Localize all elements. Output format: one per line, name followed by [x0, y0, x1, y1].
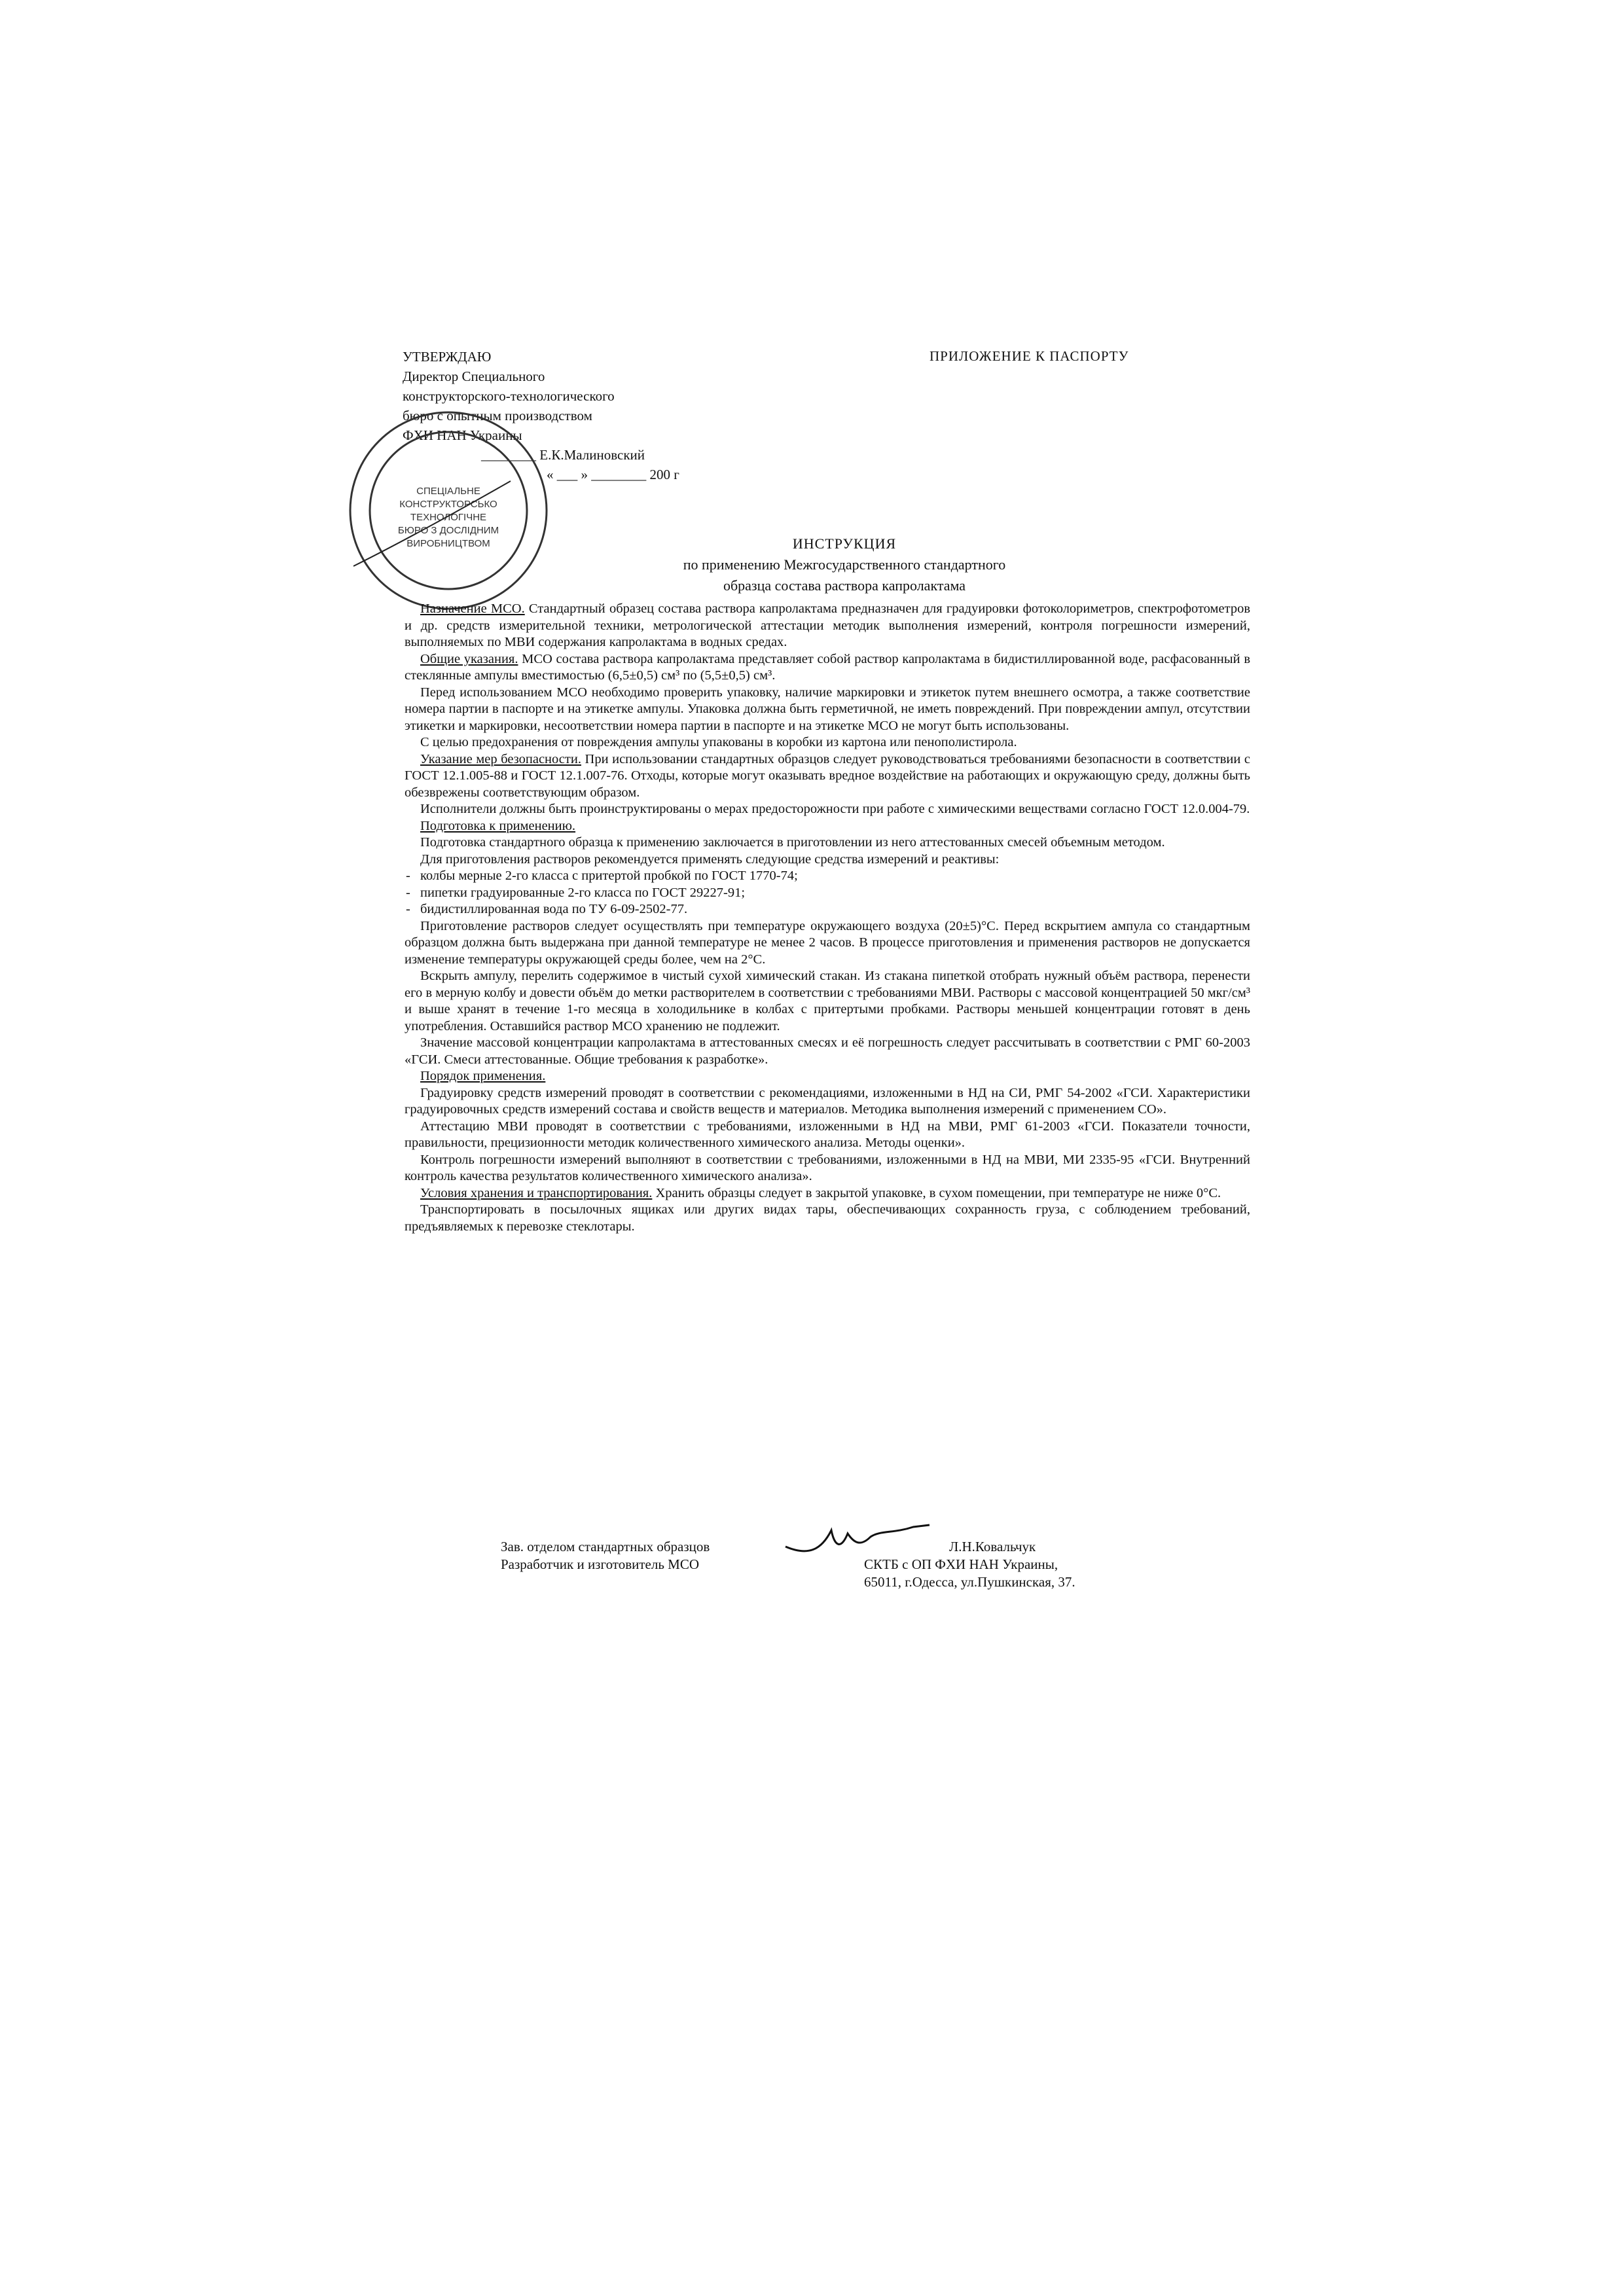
- svg-text:ТЕХНОЛОГІЧНЕ: ТЕХНОЛОГІЧНЕ: [410, 512, 487, 523]
- signature-titles: [501, 1538, 710, 1573]
- approval-signatory: ________ Е.К.Малиновский: [481, 447, 645, 463]
- calculation-paragraph: Значение массовой концентрации капролактама в аттестованных смесях и её погрешность следует рассчитывать в соответствии с РМГ 60-2003 «ГСИ. Смеси аттестованные. Общие требования к разработке».: [405, 1035, 1250, 1067]
- attestation-paragraph: Аттестацию МВИ проводят в соответствии с требованиями, изложенными в НД на МВИ, РМГ 61-2003 «ГСИ. Показатели точности, правильности, прецизионности методик количественного химического анализа. Методы оценки».: [405, 1119, 1250, 1150]
- approval-line: ФХИ НАН Украины: [403, 427, 522, 443]
- section-label: Порядок применения.: [420, 1069, 546, 1083]
- order-heading: [405, 1068, 1250, 1085]
- svg-text:БЮРО З ДОСЛІДНИМ: БЮРО З ДОСЛІДНИМ: [397, 525, 499, 536]
- organization: СКТБ с ОП ФХИ НАН Украины,: [864, 1556, 1058, 1572]
- signatory-name: Л.Н.Ковальчук: [949, 1539, 1036, 1554]
- document-title: [563, 533, 1126, 596]
- paragraph-text: Стандартный образец состава раствора капролактама предназначен для градуировки фотоколориметров, спектрофотометров и др. средств измерительной техники, метрологической аттестации методик выполнения измерений, контроля погрешности измерений, выполняемых по МВИ содержания капролактама в водных средах.: [405, 601, 1251, 649]
- svg-text:СПЕЦІАЛЬНЕ: СПЕЦІАЛЬНЕ: [416, 486, 480, 497]
- approval-line: конструкторского-технологического: [403, 388, 615, 404]
- opening-paragraph: Вскрыть ампулу, перелить содержимое в чистый сухой химический стакан. Из стакана пипеткой отобрать нужный объём раствора, перенести его в мерную колбу и довести объём до метки растворителем в соответствии с требованиями МВИ. Растворы с массовой концентрацией 50 мкг/см³ и выше хранят в течение 1-го месяца в холодильнике в колбах с притертыми пробками. Растворы меньшей концентрации готовят в день употребления. Оставшийся раствор МСО хранению не подлежит.: [405, 969, 1250, 1033]
- title-heading: ИНСТРУКЦИЯ: [792, 535, 897, 552]
- means-intro: Для приготовления растворов рекомендуется применять следующие средства измерений и реактивы:: [420, 852, 1000, 867]
- approval-line: бюро с опытным производством: [403, 408, 592, 423]
- prep-paragraph: Подготовка стандартного образца к применению заключается в приготовлении из него аттестованных смесей объемным методом.: [420, 835, 1165, 850]
- safety-paragraph: [405, 751, 1250, 802]
- list-item: - бидистиллированная вода по ТУ 6-09-2502-77.: [405, 901, 1250, 918]
- check-paragraph: Перед использованием МСО необходимо проверить упаковку, наличие маркировки и этикеток путем внешнего осмотра, а также соответствие номера партии в паспорте и на этикетке ампулы. Упаковка должна быть герметичной, не иметь повреждений. При повреждении ампул, отсутствии этикетки и маркировки, несоответствии номера партии в паспорте и на этикетке МСО не могут быть использованы.: [405, 685, 1250, 733]
- svg-text:ВИРОБНИЦТВОМ: ВИРОБНИЦТВОМ: [406, 538, 490, 549]
- section-label: Общие указания.: [420, 651, 518, 666]
- storage-paragraph: [405, 1185, 1250, 1202]
- approval-line: Директор Специального: [403, 368, 545, 384]
- round-stamp: [340, 403, 556, 619]
- section-label: Указание мер безопасности.: [420, 751, 581, 766]
- paragraph-text: МСО состава раствора капролактама представляет собой раствор капролактама в бидистиллированной воде, расфасованный в стеклянные ампулы вместимостью (6,5±0,5) см³ по (5,5±0,5) см³.: [405, 651, 1250, 683]
- purpose-paragraph: [405, 601, 1250, 651]
- title-line: по применению Межгосударственного стандартного: [683, 556, 1006, 573]
- means-list: [405, 868, 1250, 918]
- signatory-role: Разработчик и изготовитель МСО: [501, 1556, 699, 1572]
- section-label: Подготовка к применению.: [420, 818, 576, 833]
- section-label: Условия хранения и транспортирования.: [420, 1185, 653, 1200]
- list-item: - пипетки градуированные 2-го класса по ГОСТ 29227-91;: [405, 885, 1250, 902]
- signature-details: [864, 1538, 1075, 1591]
- graduation-paragraph: Градуировку средств измерений проводят в соответствии с рекомендациями, изложенными в НД на СИ, РМГ 54-2002 «ГСИ. Характеристики градуировочных средств измерений состава и свойств веществ и материалов. Методика выполнения измерений с применением СО».: [405, 1085, 1250, 1117]
- approval-heading: УТВЕРЖДАЮ: [403, 349, 492, 365]
- transport-paragraph: Транспортировать в посылочных ящиках или других видах тары, обеспечивающих сохранность груза, с соблюдением требований, предъявляемых к перевозке стеклотары.: [405, 1202, 1250, 1234]
- staff-paragraph: Исполнители должны быть проинструктированы о мерах предосторожности при работе с химическими веществами согласно ГОСТ 12.0.004-79.: [420, 802, 1250, 816]
- general-paragraph: [405, 651, 1250, 685]
- svg-text:КОНСТРУКТОРСЬКО: КОНСТРУКТОРСЬКО: [399, 499, 497, 510]
- title-line: образца состава раствора капролактама: [723, 577, 966, 594]
- signatory-position: Зав. отделом стандартных образцов: [501, 1539, 710, 1554]
- annex-label: ПРИЛОЖЕНИЕ К ПАСПОРТУ: [929, 348, 1129, 364]
- document-body: [405, 601, 1250, 1235]
- list-item: - колбы мерные 2-го класса с притертой пробкой по ГОСТ 1770-74;: [405, 868, 1250, 885]
- address: 65011, г.Одесса, ул.Пушкинская, 37.: [864, 1574, 1075, 1590]
- approval-date: « ___ » ________ 200 г: [547, 467, 679, 482]
- packaging-paragraph: С целью предохранения от повреждения ампулы упакованы в коробки из картона или пенополистирола.: [420, 735, 1017, 749]
- prep-heading: [405, 818, 1250, 835]
- control-paragraph: Контроль погрешности измерений выполняют в соответствии с требованиями, изложенными в НД на МВИ, МИ 2335-95 «ГСИ. Внутренний контроль качества результатов количественного химического анализа».: [405, 1152, 1250, 1183]
- paragraph-text: Хранить образцы следует в закрытой упаковке, в сухом помещении, при температуре не ниже 0°С.: [652, 1185, 1221, 1200]
- section-label: Назначение МСО.: [420, 601, 525, 616]
- temperature-paragraph: Приготовление растворов следует осуществлять при температуре окружающего воздуха (20±5)°С. Перед вскрытием ампула со стандартным образцом должна быть выдержана при данной температуре не менее 2 часов. В процессе приготовления и применения растворов не допускается изменение температуры окружающей среды более, чем на 2°С.: [405, 918, 1250, 967]
- paragraph-text: При использовании стандартных образцов следует руководствоваться требованиями безопасности в соответствии с ГОСТ 12.1.005-88 и ГОСТ 12.1.007-76. Отходы, которые могут оказывать вредное воздействие на работающих и окружающую среду, должны быть обезврежены соответствующим образом.: [405, 751, 1250, 800]
